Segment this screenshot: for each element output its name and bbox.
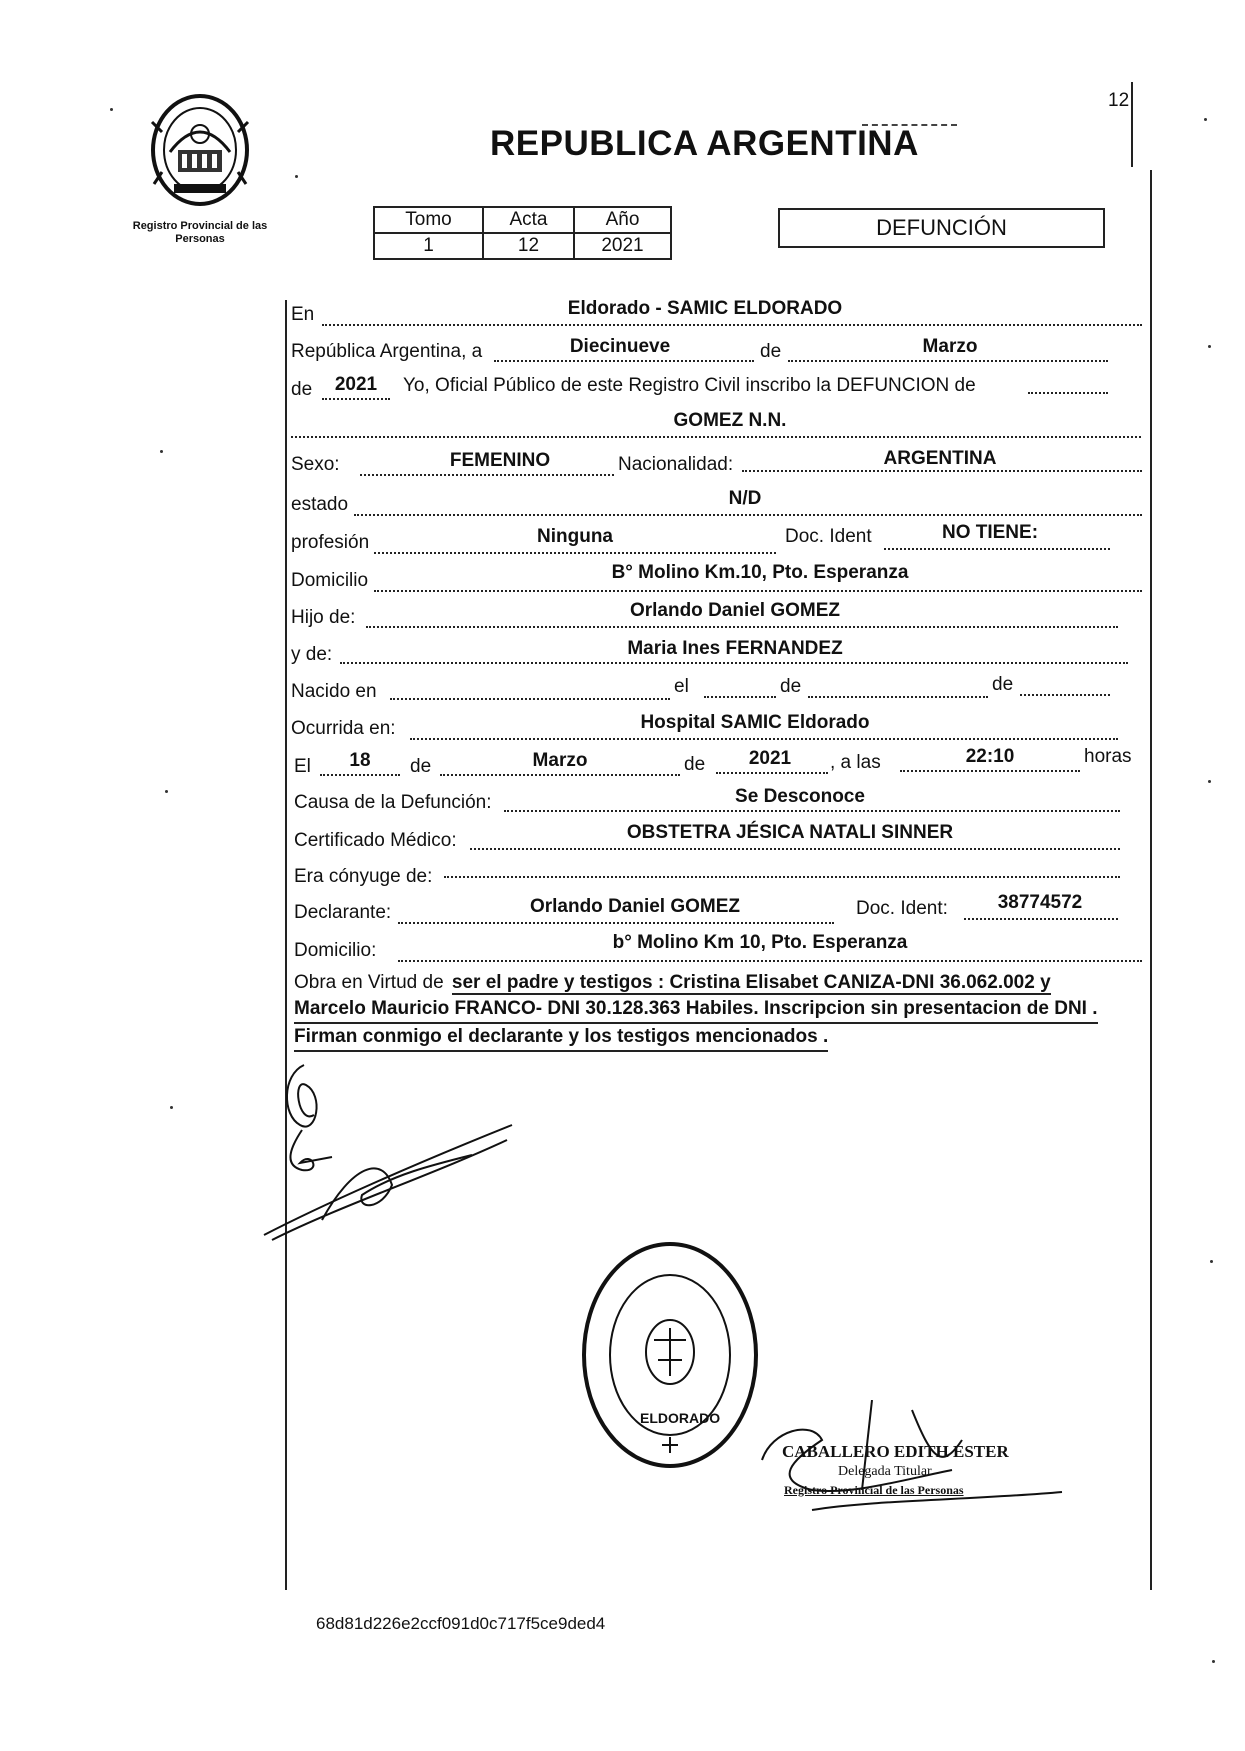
en-value: Eldorado - SAMIC ELDORADO — [567, 298, 843, 319]
delegate-title: Delegada Titular — [838, 1464, 932, 1479]
document-hash: 68d81d226e2ccf091d0c717f5ce9ded4 — [316, 1614, 606, 1633]
year-dotted-line — [322, 398, 390, 400]
declarante-doc-label: Doc. Ident: — [856, 898, 948, 919]
scan-speck — [1204, 118, 1207, 121]
domicilio2-value: b° Molino Km 10, Pto. Esperanza — [612, 932, 908, 953]
el-label: El — [294, 756, 311, 777]
document-title: REPUBLICA ARGENTINA — [490, 124, 919, 163]
provincial-seal-logo — [148, 92, 252, 208]
doc-ident-label: Doc. Ident — [785, 526, 872, 547]
registry-name: Registro Provincial de las Personas — [132, 220, 268, 245]
domicilio-label: Domicilio — [291, 570, 369, 591]
obra-block — [294, 970, 1144, 1052]
nacionalidad-label: Nacionalidad: — [618, 454, 734, 475]
doc-ident-value: NO TIENE: — [941, 522, 1039, 543]
death-day-dotted-line — [320, 774, 400, 776]
year-value: 2021 — [334, 374, 378, 395]
tomo-value: 1 — [374, 233, 483, 259]
causa-value: Se Desconoce — [735, 786, 865, 807]
yde-label: y de: — [291, 644, 333, 665]
death-year-dotted-line — [716, 772, 828, 774]
obra-label: Obra en Virtud de — [294, 972, 444, 993]
conyuge-dotted-line — [444, 876, 1120, 878]
nacido-dotted-line — [390, 698, 670, 700]
profesion-label: profesión — [291, 532, 370, 553]
scan-speck — [1208, 345, 1211, 348]
nacionalidad-dotted-line — [742, 470, 1142, 472]
declarante-dotted-line — [398, 922, 834, 924]
scan-speck — [1208, 780, 1211, 783]
certificado-dotted-line — [470, 848, 1120, 850]
obra-line-2: Marcelo Mauricio FRANCO- DNI 30.128.363 Habiles. Inscripcion sin presentacion de DNI . — [294, 996, 1098, 1024]
nacido-year-dotted-line — [1020, 694, 1110, 696]
causa-label: Causa de la Defunción: — [294, 792, 492, 813]
ano-value: 2021 — [574, 233, 671, 259]
month-dotted-line — [788, 360, 1108, 362]
doc-ident-dotted-line — [884, 548, 1110, 550]
death-de-label: de — [410, 756, 432, 777]
declarante-label: Declarante: — [294, 902, 392, 923]
republica-label: República Argentina, a — [291, 341, 483, 362]
death-year-value: 2021 — [748, 748, 792, 769]
declarante-value: Orlando Daniel GOMEZ — [529, 896, 741, 917]
stamp-city: ELDORADO — [640, 1410, 721, 1426]
day-dotted-line — [494, 360, 754, 362]
month-value: Marzo — [922, 336, 978, 357]
col-acta-header: Acta — [483, 207, 574, 233]
nacido-el-label: el — [674, 676, 689, 697]
title-underline — [862, 124, 957, 126]
form-left-border — [285, 300, 287, 1590]
delegate-office: Registro Provincial de las Personas — [784, 1483, 964, 1497]
ocurrida-dotted-line — [410, 738, 1118, 740]
yo-text: Yo, Oficial Público de este Registro Civil inscribo la DEFUNCION de — [403, 375, 976, 396]
estado-value: N/D — [728, 488, 762, 509]
nacionalidad-value: ARGENTINA — [883, 448, 997, 469]
yde-dotted-line — [340, 662, 1128, 664]
alas-label: , a las — [830, 752, 881, 773]
name-dotted-line — [291, 436, 1141, 438]
en-label: En — [291, 304, 315, 325]
scan-speck — [1210, 1260, 1213, 1263]
day-de-label: de — [760, 341, 782, 362]
causa-dotted-line — [504, 810, 1120, 812]
scan-speck — [295, 175, 298, 178]
day-value: Diecinueve — [569, 336, 671, 357]
form-right-border — [1150, 170, 1152, 1590]
scan-speck — [160, 450, 163, 453]
obra-line-3: Firman conmigo el declarante y los testigos mencionados . — [294, 1024, 828, 1052]
sexo-value: FEMENINO — [449, 450, 551, 471]
yo-dotted-line — [1028, 392, 1108, 394]
scan-speck — [1212, 1660, 1215, 1663]
domicilio2-label: Domicilio: — [294, 940, 377, 961]
acta-value: 12 — [483, 233, 574, 259]
profesion-dotted-line — [374, 552, 776, 554]
official-stamp — [580, 1240, 760, 1470]
death-month-value: Marzo — [532, 750, 588, 771]
sexo-dotted-line — [360, 474, 614, 476]
col-ano-header: Año — [574, 207, 671, 233]
en-dotted-line — [322, 324, 1142, 326]
right-margin-line — [1131, 82, 1133, 167]
record-reference-table — [373, 206, 672, 260]
declarante-doc-dotted-line — [964, 918, 1118, 920]
domicilio2-dotted-line — [398, 960, 1142, 962]
death-de2-label: de — [684, 754, 706, 775]
delegate-name: CABALLERO EDITH ESTER — [782, 1442, 1009, 1461]
nacido-month-dotted-line — [808, 696, 988, 698]
declarant-signature — [262, 1045, 522, 1245]
certificado-label: Certificado Médico: — [294, 830, 457, 851]
scan-speck — [110, 108, 113, 111]
profesion-value: Ninguna — [537, 526, 613, 547]
hour-value: 22:10 — [965, 746, 1015, 767]
year-de-label: de — [291, 379, 313, 400]
certificado-value: OBSTETRA JÉSICA NATALI SINNER — [626, 822, 954, 843]
hijo-label: Hijo de: — [291, 607, 356, 628]
horas-label: horas — [1084, 746, 1132, 767]
scan-speck — [165, 790, 168, 793]
page-number: 12 — [1108, 90, 1130, 111]
estado-label: estado — [291, 494, 349, 515]
domicilio-dotted-line — [374, 590, 1142, 592]
ocurrida-label: Ocurrida en: — [291, 718, 396, 739]
estado-dotted-line — [354, 514, 1142, 516]
nacido-day-dotted-line — [704, 696, 776, 698]
deceased-name: GOMEZ N.N. — [673, 410, 787, 431]
sexo-label: Sexo: — [291, 454, 340, 475]
death-month-dotted-line — [440, 774, 680, 776]
col-tomo-header: Tomo — [374, 207, 483, 233]
hour-dotted-line — [900, 770, 1080, 772]
death-day-value: 18 — [349, 750, 371, 771]
conyuge-label: Era cónyuge de: — [294, 866, 433, 887]
ocurrida-value: Hospital SAMIC Eldorado — [640, 712, 870, 733]
nacido-label: Nacido en — [291, 681, 377, 702]
nacido-de-label: de — [780, 676, 802, 697]
nacido-de2-label: de — [992, 674, 1014, 695]
hijo-value: Orlando Daniel GOMEZ — [629, 600, 841, 621]
domicilio-value: B° Molino Km.10, Pto. Esperanza — [611, 562, 909, 583]
hijo-dotted-line — [366, 626, 1118, 628]
yde-value: Maria Ines FERNANDEZ — [627, 638, 843, 659]
obra-line-1: ser el padre y testigos : Cristina Elisabet CANIZA-DNI 36.062.002 y — [451, 972, 1051, 993]
scan-speck — [170, 1106, 173, 1109]
record-type-box: DEFUNCIÓN — [778, 208, 1105, 248]
declarante-doc-value: 38774572 — [997, 892, 1083, 913]
